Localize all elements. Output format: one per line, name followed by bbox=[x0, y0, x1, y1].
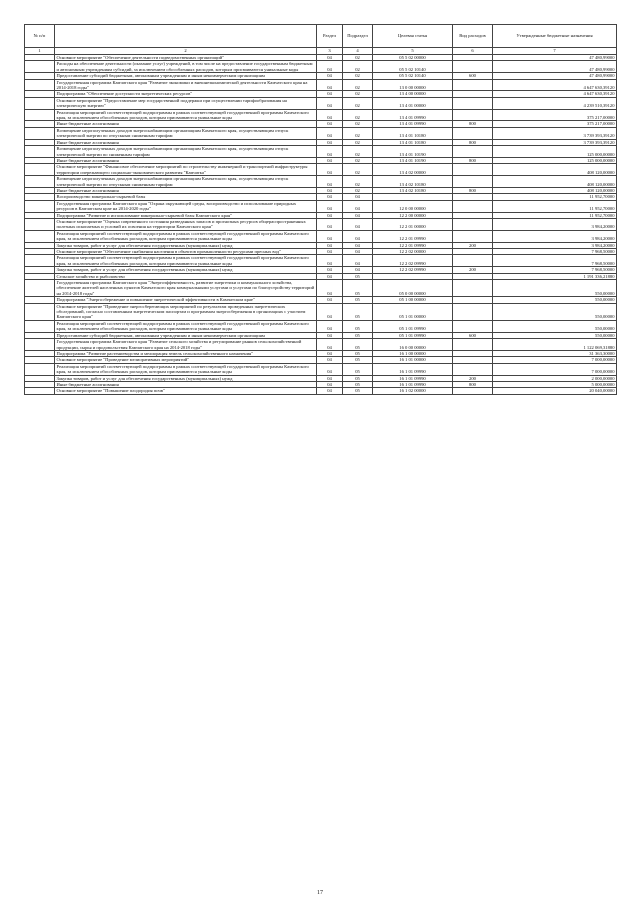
col-header-section: Раздел bbox=[317, 25, 343, 48]
row-section-cell: 04 bbox=[317, 91, 343, 97]
row-amount-cell: 11 952,70000 bbox=[493, 212, 617, 218]
row-section-cell: 04 bbox=[317, 267, 343, 273]
row-name-cell: Иные бюджетные ассигнования bbox=[55, 381, 317, 387]
row-subsection-cell: 05 bbox=[343, 297, 373, 303]
row-amount-cell: 20 040,00000 bbox=[493, 388, 617, 394]
row-name-cell: Воспроизводство минерально-сырьевой базы bbox=[55, 194, 317, 200]
row-target-cell: 13 4 01 10180 bbox=[373, 127, 453, 139]
row-subsection-cell: 02 bbox=[343, 109, 373, 121]
table-row bbox=[25, 255, 617, 267]
row-subsection-cell: 04 bbox=[343, 212, 373, 218]
row-section-cell: 04 bbox=[317, 381, 343, 387]
row-amount-cell: 550,00000 bbox=[493, 332, 617, 338]
row-subsection-cell: 05 bbox=[343, 280, 373, 297]
budget-table-sheet bbox=[24, 24, 616, 395]
row-amount-cell: 5 000,00000 bbox=[493, 381, 617, 387]
row-section-cell: 04 bbox=[317, 146, 343, 158]
row-name-cell: Иные бюджетные ассигнования bbox=[55, 187, 317, 193]
row-number-cell bbox=[25, 339, 55, 351]
row-section-cell: 04 bbox=[317, 350, 343, 356]
index-cell: 4 bbox=[343, 48, 373, 55]
table-row bbox=[25, 109, 617, 121]
row-name-cell: Основное мероприятие "Проведение мелиоративных мероприятий" bbox=[55, 357, 317, 363]
row-section-cell: 04 bbox=[317, 127, 343, 139]
row-name-cell: Сельское хозяйство и рыболовство bbox=[55, 273, 317, 279]
row-target-cell: 12 0 00 00000 bbox=[373, 200, 453, 212]
row-section-cell: 04 bbox=[317, 297, 343, 303]
row-amount-cell: 375 217,00000 bbox=[493, 109, 617, 121]
row-name-cell: Реализация мероприятий соответствующей подпрограммы в рамках соответствующей государственной программы Камчатского края, за исключением обособленных расходов, которым присваиваются уникальные коды bbox=[55, 109, 317, 121]
row-target-cell: 12 2 02 00000 bbox=[373, 249, 453, 255]
row-subsection-cell: 02 bbox=[343, 187, 373, 193]
row-name-cell: Реализация мероприятий соответствующей подпрограммы в рамках соответствующей государственной программы Камчатского края, за исключением обособленных расходов, которым присваиваются уникальные коды bbox=[55, 320, 317, 332]
row-section-cell: 04 bbox=[317, 273, 343, 279]
row-amount-cell: 11 952,70000 bbox=[493, 194, 617, 200]
row-section-cell: 04 bbox=[317, 109, 343, 121]
table-row bbox=[25, 176, 617, 188]
table-row bbox=[25, 388, 617, 394]
table-row bbox=[25, 61, 617, 73]
row-number-cell bbox=[25, 146, 55, 158]
row-section-cell: 04 bbox=[317, 280, 343, 297]
row-name-cell: Государственная программа Камчатского края "Развитие экономики и внешнеэкономической деятельности Камчатского края на 2014-2018 годы" bbox=[55, 79, 317, 91]
row-expense-type-cell bbox=[453, 218, 493, 230]
row-target-cell: 13 4 01 09990 bbox=[373, 121, 453, 127]
row-subsection-cell: 02 bbox=[343, 146, 373, 158]
table-row bbox=[25, 146, 617, 158]
row-expense-type-cell bbox=[453, 303, 493, 320]
index-cell: 7 bbox=[493, 48, 617, 55]
row-amount-cell: 408 120,00000 bbox=[493, 187, 617, 193]
table-row bbox=[25, 339, 617, 351]
col-header-number: № п/п bbox=[25, 25, 55, 48]
row-section-cell: 04 bbox=[317, 164, 343, 176]
table-row bbox=[25, 280, 617, 297]
row-target-cell: 12 2 02 09990 bbox=[373, 267, 453, 273]
row-name-cell: Возмещение недополученных доходов энергоснабжающим организациям Камчатского края, осуществляющим отпуск электрической энергии по отпускным сниженным тарифам bbox=[55, 127, 317, 139]
row-target-cell: 05 1 01 00000 bbox=[373, 303, 453, 320]
row-name-cell: Основное мероприятие "Обеспечение снабжения населения в объектов промышленности ресурсами пресных вод" bbox=[55, 249, 317, 255]
row-amount-cell: 375 217,00000 bbox=[493, 121, 617, 127]
row-section-cell: 04 bbox=[317, 61, 343, 73]
row-target-cell: 16 1 01 09990 bbox=[373, 381, 453, 387]
row-section-cell: 04 bbox=[317, 194, 343, 200]
row-expense-type-cell bbox=[453, 79, 493, 91]
row-expense-type-cell: 800 bbox=[453, 139, 493, 145]
table-row bbox=[25, 230, 617, 242]
row-amount-cell: 550,00000 bbox=[493, 297, 617, 303]
row-expense-type-cell: 800 bbox=[453, 381, 493, 387]
row-name-cell: Реализация мероприятий соответствующей подпрограммы в рамках соответствующей государственной программы Камчатского края, за исключением обособленных расходов, которым присваиваются уникальные коды bbox=[55, 363, 317, 375]
row-section-cell: 04 bbox=[317, 249, 343, 255]
row-subsection-cell: 05 bbox=[343, 388, 373, 394]
row-section-cell: 04 bbox=[317, 212, 343, 218]
col-header-target: Целевая статья bbox=[373, 25, 453, 48]
row-subsection-cell: 04 bbox=[343, 200, 373, 212]
row-name-cell: Возмещение недополученных доходов энергоснабжающим организациям Камчатского края, осуществляющим отпуск электрической энергии по отпускным сниженным тарифам bbox=[55, 176, 317, 188]
row-section-cell: 04 bbox=[317, 187, 343, 193]
table-body bbox=[25, 55, 617, 395]
row-expense-type-cell: 200 bbox=[453, 375, 493, 381]
row-name-cell: Реализация мероприятий соответствующей подпрограммы в рамках соответствующей государственной программы Камчатского края, за исключением обособленных расходов, которым присваиваются уникальные коды bbox=[55, 255, 317, 267]
index-cell: 2 bbox=[55, 48, 317, 55]
col-header-amount: Утвержденные бюджетные назначения bbox=[493, 25, 617, 48]
table-row bbox=[25, 363, 617, 375]
row-subsection-cell: 05 bbox=[343, 363, 373, 375]
row-section-cell: 04 bbox=[317, 230, 343, 242]
row-target-cell: 16 1 02 00000 bbox=[373, 388, 453, 394]
row-subsection-cell: 05 bbox=[343, 320, 373, 332]
row-target-cell: 05 5 02 10140 bbox=[373, 61, 453, 73]
row-target-cell: 12 2 01 00000 bbox=[373, 218, 453, 230]
row-name-cell: Расходы на обеспечение деятельности (оказание услуг) учреждений, в том числе на предоставление государственным бюджетным и автономным учреждениям субсидий, за исключением обособленных расходов, которым присваиваются уникальные коды bbox=[55, 61, 317, 73]
row-amount-cell: 125 000,00000 bbox=[493, 157, 617, 163]
row-target-cell: 05 1 01 09990 bbox=[373, 320, 453, 332]
row-number-cell bbox=[25, 320, 55, 332]
row-amount-cell: 3 984,20000 bbox=[493, 218, 617, 230]
row-expense-type-cell bbox=[453, 127, 493, 139]
row-amount-cell: 1 191 336,21880 bbox=[493, 273, 617, 279]
row-number-cell bbox=[25, 200, 55, 212]
row-section-cell: 04 bbox=[317, 79, 343, 91]
row-section-cell: 04 bbox=[317, 73, 343, 79]
row-amount-cell: 3 739 393,39120 bbox=[493, 127, 617, 139]
row-number-cell bbox=[25, 97, 55, 109]
row-name-cell: Государственная программа Камчатского края "Развитие сельского хозяйства и регулирование рынков сельскохозяйственной продукции, сырья и продовольствия Камчатского края на 2014-2018 годы" bbox=[55, 339, 317, 351]
row-name-cell: Закупка товаров, работ и услуг для обеспечения государственных (муниципальных) нужд bbox=[55, 375, 317, 381]
row-subsection-cell: 04 bbox=[343, 249, 373, 255]
row-name-cell: Иные бюджетные ассигнования bbox=[55, 157, 317, 163]
row-name-cell: Государственная программа Камчатского края "Охрана окружающей среды, воспроизводство и использование природных ресурсов в Камчатском крае на 2014-2020 годы" bbox=[55, 200, 317, 212]
row-number-cell bbox=[25, 127, 55, 139]
row-number-cell bbox=[25, 164, 55, 176]
row-subsection-cell: 02 bbox=[343, 91, 373, 97]
row-number-cell bbox=[25, 176, 55, 188]
row-subsection-cell: 02 bbox=[343, 79, 373, 91]
row-amount-cell: 550,00000 bbox=[493, 303, 617, 320]
row-name-cell: Возмещение недополученных доходов энергоснабжающим организациям Камчатского края, осуществляющим отпуск электрической энергии по сниженным тарифам bbox=[55, 146, 317, 158]
row-section-cell: 04 bbox=[317, 332, 343, 338]
row-section-cell: 04 bbox=[317, 375, 343, 381]
row-amount-cell: 7 000,00000 bbox=[493, 357, 617, 363]
row-subsection-cell: 02 bbox=[343, 55, 373, 61]
row-target-cell: 05 1 01 09990 bbox=[373, 332, 453, 338]
row-expense-type-cell bbox=[453, 320, 493, 332]
index-cell: 6 bbox=[453, 48, 493, 55]
row-section-cell: 04 bbox=[317, 121, 343, 127]
row-subsection-cell: 04 bbox=[343, 194, 373, 200]
table-row bbox=[25, 164, 617, 176]
row-amount-cell: 11 952,70000 bbox=[493, 200, 617, 212]
row-subsection-cell: 04 bbox=[343, 218, 373, 230]
row-amount-cell: 7 968,50000 bbox=[493, 267, 617, 273]
row-expense-type-cell bbox=[453, 339, 493, 351]
row-subsection-cell: 02 bbox=[343, 61, 373, 73]
row-name-cell: Подпрограмма "Обеспечение доступности энергетических ресурсов" bbox=[55, 91, 317, 97]
row-section-cell: 04 bbox=[317, 388, 343, 394]
row-expense-type-cell bbox=[453, 230, 493, 242]
row-section-cell: 04 bbox=[317, 320, 343, 332]
row-number-cell bbox=[25, 255, 55, 267]
row-amount-cell: 408 120,00000 bbox=[493, 164, 617, 176]
row-subsection-cell: 05 bbox=[343, 339, 373, 351]
row-expense-type-cell bbox=[453, 109, 493, 121]
row-target-cell: 12 2 00 00000 bbox=[373, 212, 453, 218]
table-row bbox=[25, 97, 617, 109]
row-subsection-cell: 02 bbox=[343, 164, 373, 176]
row-target-cell: 13 4 01 00000 bbox=[373, 97, 453, 109]
row-expense-type-cell: 800 bbox=[453, 121, 493, 127]
row-target-cell: 16 0 00 00000 bbox=[373, 339, 453, 351]
index-cell: 5 bbox=[373, 48, 453, 55]
row-target-cell: 16 1 01 00000 bbox=[373, 357, 453, 363]
row-expense-type-cell bbox=[453, 280, 493, 297]
row-expense-type-cell bbox=[453, 363, 493, 375]
row-name-cell: Подпрограмма "Развитие растениеводства и мелиорация земель сельскохозяйственного назначения" bbox=[55, 350, 317, 356]
row-name-cell: Иные бюджетные ассигнования bbox=[55, 121, 317, 127]
row-subsection-cell: 05 bbox=[343, 350, 373, 356]
row-target-cell: 13 4 01 09990 bbox=[373, 109, 453, 121]
row-amount-cell: 550,00000 bbox=[493, 320, 617, 332]
row-name-cell: Подпрограмма "Развитие и использование минерально-сырьевой базы Камчатского края" bbox=[55, 212, 317, 218]
row-subsection-cell: 04 bbox=[343, 267, 373, 273]
row-number-cell bbox=[25, 388, 55, 394]
row-subsection-cell: 02 bbox=[343, 139, 373, 145]
row-section-cell: 04 bbox=[317, 218, 343, 230]
row-target-cell: 16 1 01 09990 bbox=[373, 363, 453, 375]
row-subsection-cell: 05 bbox=[343, 357, 373, 363]
row-target-cell: 13 4 01 10190 bbox=[373, 146, 453, 158]
row-section-cell: 04 bbox=[317, 363, 343, 375]
table-row bbox=[25, 200, 617, 212]
table-header-row bbox=[25, 25, 617, 48]
row-section-cell: 04 bbox=[317, 97, 343, 109]
row-target-cell: 13 4 02 10180 bbox=[373, 187, 453, 193]
row-target-cell: 13 4 01 10190 bbox=[373, 157, 453, 163]
row-expense-type-cell bbox=[453, 200, 493, 212]
row-section-cell: 04 bbox=[317, 303, 343, 320]
row-name-cell: Закупка товаров, работ и услуг для обеспечения государственных (муниципальных) нужд bbox=[55, 242, 317, 248]
row-number-cell bbox=[25, 61, 55, 73]
row-name-cell: Основное мероприятие "Повышение плодородия почв" bbox=[55, 388, 317, 394]
row-number-cell bbox=[25, 109, 55, 121]
row-subsection-cell: 04 bbox=[343, 242, 373, 248]
row-name-cell: Основное мероприятие "Оценка современного состояния разведанных запасов и прогнозных ресурсов общераспространенных полезных ископаемых и условий их освоения на территории Камчатского края" bbox=[55, 218, 317, 230]
row-expense-type-cell: 200 bbox=[453, 242, 493, 248]
row-number-cell bbox=[25, 79, 55, 91]
row-amount-cell: 47 480,99000 bbox=[493, 73, 617, 79]
row-number-cell bbox=[25, 363, 55, 375]
row-expense-type-cell: 800 bbox=[453, 157, 493, 163]
row-expense-type-cell: 200 bbox=[453, 267, 493, 273]
row-amount-cell: 47 480,99000 bbox=[493, 61, 617, 73]
row-section-cell: 04 bbox=[317, 139, 343, 145]
row-name-cell: Иные бюджетные ассигнования bbox=[55, 139, 317, 145]
row-name-cell: Основное мероприятие "Обеспечение деятельности подведомственных организаций" bbox=[55, 55, 317, 61]
row-target-cell: 12 2 01 09990 bbox=[373, 242, 453, 248]
row-subsection-cell: 05 bbox=[343, 303, 373, 320]
index-cell: 3 bbox=[317, 48, 343, 55]
table-row bbox=[25, 218, 617, 230]
row-expense-type-cell bbox=[453, 146, 493, 158]
row-target-cell: 12 2 02 09990 bbox=[373, 255, 453, 267]
row-name-cell: Основное мероприятие "Проведение энергосберегающих мероприятий по результатам проведенных энергетических обследований, согласно составленным энергетическим паспортам и программам энергосбережения в организациях с участием Камчатского края" bbox=[55, 303, 317, 320]
row-expense-type-cell: 800 bbox=[453, 187, 493, 193]
col-header-name bbox=[55, 25, 317, 48]
row-target-cell: 05 0 00 00000 bbox=[373, 280, 453, 297]
row-subsection-cell: 02 bbox=[343, 121, 373, 127]
row-amount-cell: 4 647 630,39120 bbox=[493, 91, 617, 97]
row-amount-cell: 1 122 069,31880 bbox=[493, 339, 617, 351]
row-amount-cell: 3 739 393,39120 bbox=[493, 139, 617, 145]
row-name-cell: Основное мероприятие "Финансовое обеспечение мероприятий по строительству инженерной и транспортной инфраструктуры территории опережающего социально-экономического развития "Камчатка" bbox=[55, 164, 317, 176]
row-amount-cell: 31 363,30000 bbox=[493, 350, 617, 356]
row-name-cell: Предоставление субсидий бюджетным, автономным учреждениям и иным некоммерческим организациям bbox=[55, 332, 317, 338]
row-number-cell bbox=[25, 218, 55, 230]
row-amount-cell: 408 120,00000 bbox=[493, 176, 617, 188]
row-amount-cell: 4 239 510,39120 bbox=[493, 97, 617, 109]
row-subsection-cell: 05 bbox=[343, 375, 373, 381]
table-row bbox=[25, 303, 617, 320]
row-section-cell: 04 bbox=[317, 357, 343, 363]
row-expense-type-cell bbox=[453, 164, 493, 176]
row-expense-type-cell: 600 bbox=[453, 73, 493, 79]
row-subsection-cell: 02 bbox=[343, 157, 373, 163]
table-index-row bbox=[25, 48, 617, 55]
row-number-cell bbox=[25, 230, 55, 242]
row-target-cell: 13 0 00 00000 bbox=[373, 79, 453, 91]
row-subsection-cell: 04 bbox=[343, 230, 373, 242]
row-amount-cell: 4 647 630,39120 bbox=[493, 79, 617, 91]
row-subsection-cell: 05 bbox=[343, 381, 373, 387]
row-target-cell: 05 5 02 00000 bbox=[373, 55, 453, 61]
row-target-cell: 13 4 02 00000 bbox=[373, 164, 453, 176]
budget-table bbox=[24, 24, 617, 395]
row-name-cell: Подпрограмма "Энергосбережение и повышение энергетической эффективности в Камчатском крае" bbox=[55, 297, 317, 303]
row-amount-cell: 2 000,00000 bbox=[493, 375, 617, 381]
row-subsection-cell: 02 bbox=[343, 127, 373, 139]
row-subsection-cell: 02 bbox=[343, 97, 373, 109]
row-name-cell: Предоставление субсидий бюджетным, автономным учреждениям и иным некоммерческим организациям bbox=[55, 73, 317, 79]
row-amount-cell: 7 000,00000 bbox=[493, 363, 617, 375]
table-row bbox=[25, 79, 617, 91]
row-name-cell: Реализация мероприятий соответствующей подпрограммы в рамках соответствующей государственной программы Камчатского края, за исключением обособленных расходов, которым присваиваются уникальные коды bbox=[55, 230, 317, 242]
row-target-cell: 13 4 00 00000 bbox=[373, 91, 453, 97]
table-row bbox=[25, 127, 617, 139]
row-number-cell bbox=[25, 280, 55, 297]
row-expense-type-cell: 600 bbox=[453, 332, 493, 338]
index-cell: 1 bbox=[25, 48, 55, 55]
row-target-cell: 13 4 01 10180 bbox=[373, 139, 453, 145]
row-target-cell: 16 1 01 09990 bbox=[373, 375, 453, 381]
row-subsection-cell: 05 bbox=[343, 332, 373, 338]
row-name-cell: Закупка товаров, работ и услуг для обеспечения государственных (муниципальных) нужд bbox=[55, 267, 317, 273]
row-expense-type-cell bbox=[453, 255, 493, 267]
page-number: 17 bbox=[317, 890, 323, 896]
row-expense-type-cell bbox=[453, 388, 493, 394]
row-subsection-cell: 02 bbox=[343, 73, 373, 79]
row-name-cell: Основное мероприятие "Предоставление мер государственной поддержки при осуществлении тарифообразования на электрическую энергию" bbox=[55, 97, 317, 109]
row-amount-cell: 7 968,50000 bbox=[493, 249, 617, 255]
row-expense-type-cell bbox=[453, 61, 493, 73]
row-subsection-cell: 02 bbox=[343, 176, 373, 188]
row-amount-cell: 550,00000 bbox=[493, 280, 617, 297]
row-section-cell: 04 bbox=[317, 339, 343, 351]
row-section-cell: 04 bbox=[317, 55, 343, 61]
row-target-cell: 16 1 00 00000 bbox=[373, 350, 453, 356]
row-subsection-cell: 05 bbox=[343, 273, 373, 279]
col-header-expense-type: Вид расходов bbox=[453, 25, 493, 48]
row-target-cell: 05 5 02 10140 bbox=[373, 73, 453, 79]
row-section-cell: 04 bbox=[317, 157, 343, 163]
table-row bbox=[25, 320, 617, 332]
row-expense-type-cell bbox=[453, 97, 493, 109]
row-section-cell: 04 bbox=[317, 242, 343, 248]
row-expense-type-cell bbox=[453, 176, 493, 188]
row-target-cell: 13 4 02 10180 bbox=[373, 176, 453, 188]
row-amount-cell: 47 480,99000 bbox=[493, 55, 617, 61]
row-number-cell bbox=[25, 303, 55, 320]
row-name-cell: Государственная программа Камчатского края "Энергоэффективность, развитие энергетики и коммунального хозяйства, обеспечение жителей населенных пунктов Камчатского края коммунальными услугами и услугами по благоустройству территорий на 2014-2018 годы" bbox=[55, 280, 317, 297]
row-amount-cell: 7 968,50000 bbox=[493, 255, 617, 267]
row-section-cell: 04 bbox=[317, 176, 343, 188]
row-subsection-cell: 04 bbox=[343, 255, 373, 267]
row-target-cell: 05 1 00 00000 bbox=[373, 297, 453, 303]
row-section-cell: 04 bbox=[317, 200, 343, 212]
row-amount-cell: 3 984,20000 bbox=[493, 242, 617, 248]
row-amount-cell: 3 984,20000 bbox=[493, 230, 617, 242]
row-section-cell: 04 bbox=[317, 255, 343, 267]
row-target-cell: 12 2 01 09990 bbox=[373, 230, 453, 242]
col-header-subsection: Подраздел bbox=[343, 25, 373, 48]
row-amount-cell: 125 000,00000 bbox=[493, 146, 617, 158]
